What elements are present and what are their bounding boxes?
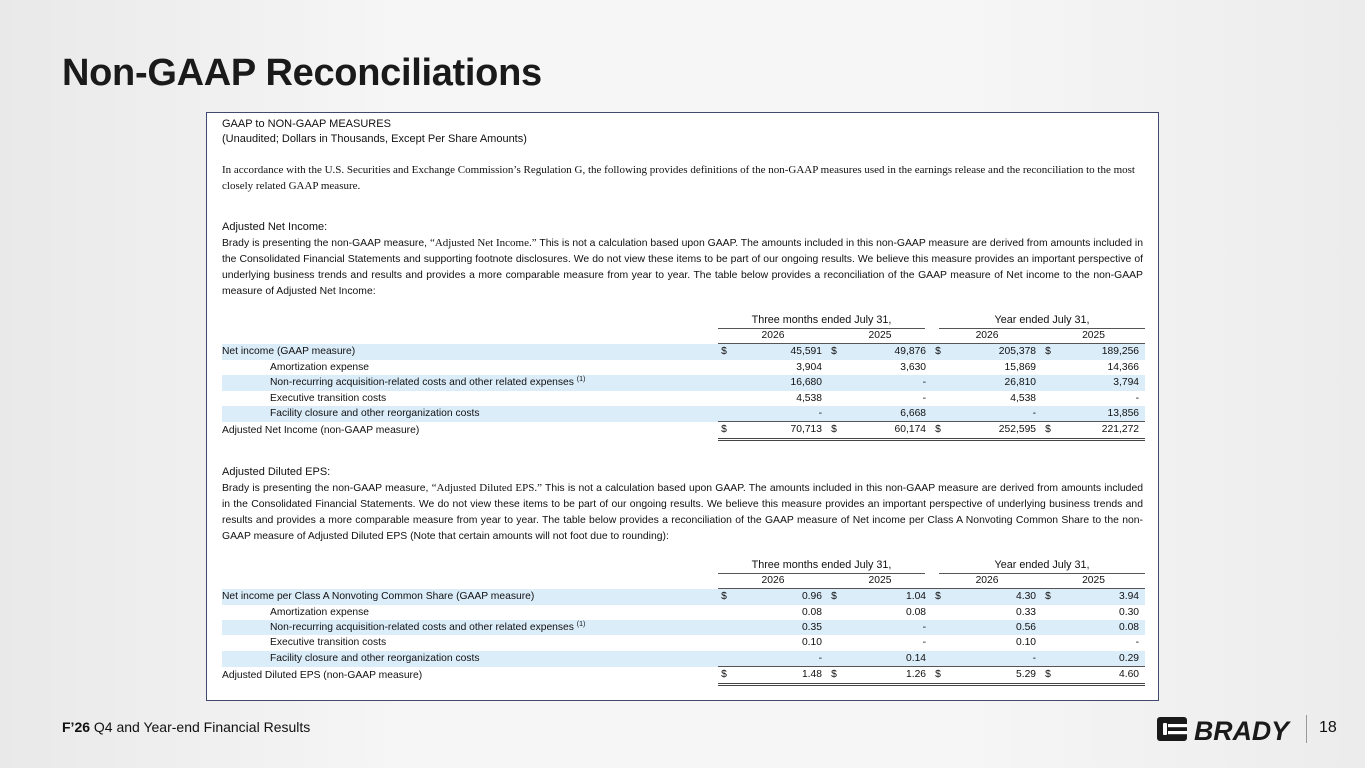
row-value: 0.33 [1015,606,1037,618]
row-label [222,589,718,605]
currency-symbol [1042,605,1054,620]
table-row [222,360,1145,375]
currency-symbol: $ [828,589,840,605]
row-value: 0.29 [1054,651,1145,667]
row-value: 13,856 [1054,406,1145,422]
table-row [222,635,1145,650]
row-value: 15,869 [1004,361,1037,373]
row-value: 0.35 [730,620,828,635]
group-header-three-months: Three months ended July 31, [718,558,932,574]
row-label-text: Executive transition costs [270,392,387,404]
currency-symbol [718,620,730,635]
year-header: 2026 [932,574,1042,589]
row-label [222,651,718,667]
year-header: 2026 [718,329,828,344]
row-label-text: Non-recurring acquisition-related costs and other related expenses [270,622,577,634]
row-value: - [840,375,932,390]
currency-symbol [828,635,840,650]
currency-symbol [718,406,730,422]
year-header: 2025 [828,574,932,589]
brady-logo [1156,714,1292,744]
eps-table-body [222,558,1145,684]
currency-symbol [1042,406,1054,422]
row-value: 26,810 [944,375,1042,390]
row-label-text: Facility closure and other reorganization costs [270,653,480,665]
row-label [222,391,718,406]
row-value: 60,174 [840,422,932,439]
currency-symbol: $ [1042,422,1054,439]
currency-symbol [932,635,944,650]
row-value: 6,668 [840,406,932,422]
table-year-header-row [222,574,1145,589]
panel-heading: GAAP to NON-GAAP MEASURES [222,118,391,130]
currency-symbol [828,605,840,620]
panel-subheading: (Unaudited; Dollars in Thousands, Except Per Share Amounts) [222,133,527,145]
row-value: 252,595 [944,422,1042,439]
currency-symbol [718,391,730,406]
row-value: - [1135,392,1140,404]
row-value: - [944,406,1042,422]
row-value: - [730,406,828,422]
table-header-spacer [222,329,718,344]
currency-symbol [828,406,840,422]
table-row [222,375,1145,390]
row-value: - [944,651,1042,667]
currency-symbol: $ [828,667,840,684]
currency-symbol [932,605,944,620]
row-value: 3,630 [900,361,927,373]
row-label-text: Adjusted Net Income (non-GAAP measure) [222,424,420,436]
row-value: 1.04 [840,589,932,605]
currency-symbol [828,375,840,390]
currency-symbol: $ [1042,667,1054,684]
row-label [222,406,718,422]
table-row [222,589,1145,605]
row-value: 4.60 [1054,667,1145,684]
row-value: 0.08 [801,606,822,618]
group-header-year: Year ended July 31, [932,313,1145,329]
currency-symbol [1042,651,1054,667]
footer-caption: F’26 Q4 and Year-end Financial Results [62,719,311,735]
row-value: 221,272 [1054,422,1145,439]
table-total-row [222,422,1145,439]
table-header-spacer [222,313,718,329]
currency-symbol [1042,620,1054,635]
row-value: - [922,637,927,649]
table-group-header-row [222,558,1145,574]
currency-symbol: $ [1042,344,1054,360]
eps-section-title: Adjusted Diluted EPS: [222,465,331,478]
currency-symbol [718,635,730,650]
reconciliation-panel [206,112,1159,701]
currency-symbol: $ [718,667,730,684]
row-label [222,605,718,620]
row-value: 189,256 [1054,344,1145,360]
currency-symbol [932,391,944,406]
regulation-text: In accordance with the U.S. Securities and Exchange Commission’s Regulation G, the following provides definitions of the non-GAAP measures used in the earnings release and the reconciliation to the most closely related GAAP measure. [222,164,1135,192]
row-value: 0.08 [905,606,927,618]
year-header: 2025 [828,329,932,344]
row-value: 5.29 [944,667,1042,684]
row-value: 0.96 [730,589,828,605]
table-total-row [222,667,1145,684]
currency-symbol: $ [828,344,840,360]
year-header: 2026 [932,329,1042,344]
table-row [222,406,1145,422]
group-header-three-months: Three months ended July 31, [718,313,932,329]
currency-symbol [828,391,840,406]
currency-symbol [718,605,730,620]
row-label-text: Adjusted Diluted EPS (non-GAAP measure) [222,669,423,681]
row-value: 0.10 [801,637,822,649]
row-value: 4,538 [1010,392,1037,404]
net-income-table [222,313,1145,441]
net-income-section-title: Adjusted Net Income: [222,221,328,233]
net-income-description: Brady is presenting the non-GAAP measure, “Adjusted Net Income.” This is not a calculation based upon GAAP. The amounts included in this non-GAAP measure are derived from amounts included in the Consolidated Financial Statements and supporting footnote disclosures. We do not view these items to be part of our ongoing results. We believe this measure provides an important perspective of underlying business trends and results and provides a more comparable measure from year to year. The table below provides a reconciliation of the GAAP measure of Net income to the non-GAAP measure of Adjusted Net Income: [222,237,1143,297]
currency-symbol [718,360,730,375]
footer-separator [1306,715,1307,743]
year-header: 2025 [1042,574,1145,589]
table-row [222,620,1145,635]
row-label [222,635,718,650]
row-label-text: Amortization expense [270,606,370,618]
row-value: 3,904 [796,361,822,373]
currency-symbol [1042,635,1054,650]
currency-symbol: $ [932,344,944,360]
row-label [222,360,718,375]
table-group-header-row [222,313,1145,329]
currency-symbol [718,651,730,667]
table-header-spacer [222,574,718,589]
net-income-table-body [222,313,1145,439]
table-header-spacer [222,558,718,574]
row-value: 205,378 [944,344,1042,360]
row-label-text: Net income per Class A Nonvoting Common Share (GAAP measure) [222,591,535,602]
currency-symbol [932,406,944,422]
row-value: 16,680 [730,375,828,390]
currency-symbol: $ [718,589,730,605]
currency-symbol [932,360,944,375]
currency-symbol [828,620,840,635]
row-label [222,667,718,684]
footnote-marker: (1) [576,376,586,384]
row-value: 3.94 [1054,589,1145,605]
eps-description: Brady is presenting the non-GAAP measure, “Adjusted Diluted EPS.” This is not a calculation based upon GAAP. The amounts included in this non-GAAP measure are derived from amounts included in the Consolidated Financial Statements. We do not view these items to be part of our ongoing results. We believe this measure provides an important perspective of underlying business trends and results and provides a more comparable measure from year to year. The table below provides a reconciliation of the GAAP measure of Net income per Class A Nonvoting Common Share to the non-GAAP measure of Adjusted Diluted EPS (Note that certain amounts will not foot due to rounding): [222,481,1144,542]
currency-symbol [932,375,944,390]
year-header: 2026 [718,574,828,589]
row-label [222,375,718,390]
row-value: 14,366 [1107,361,1140,373]
currency-symbol [1042,375,1054,390]
row-value: 4.30 [944,589,1042,605]
page-title: Non-GAAP Reconciliations [62,52,542,94]
table-row [222,651,1145,667]
currency-symbol [1042,391,1054,406]
currency-symbol: $ [932,589,944,605]
row-label [222,620,718,635]
row-value: 49,876 [840,344,932,360]
row-label-text: Amortization expense [270,361,370,373]
row-value: - [730,651,828,667]
table-row [222,344,1145,360]
currency-symbol [932,651,944,667]
row-value: 4,538 [796,392,822,404]
currency-symbol: $ [932,422,944,439]
row-label [222,422,718,439]
currency-symbol: $ [718,344,730,360]
row-label-text: Non-recurring acquisition-related costs and other related expenses [270,377,577,389]
group-header-year: Year ended July 31, [932,558,1145,574]
row-value: 3,794 [1054,375,1145,390]
currency-symbol [1042,360,1054,375]
row-value: - [922,392,927,404]
row-value: 45,591 [730,344,828,360]
currency-symbol: $ [932,667,944,684]
row-label-text: Facility closure and other reorganization costs [270,408,480,420]
eps-table [222,558,1145,686]
footnote-marker: (1) [576,621,586,629]
row-value: 1.26 [840,667,932,684]
currency-symbol: $ [718,422,730,439]
row-value: 1.48 [730,667,828,684]
currency-symbol [828,651,840,667]
row-value: 0.10 [1015,637,1037,649]
currency-symbol [828,360,840,375]
currency-symbol: $ [1042,589,1054,605]
currency-symbol: $ [828,422,840,439]
year-header: 2025 [1042,329,1145,344]
row-value: 70,713 [730,422,828,439]
row-value: - [840,620,932,635]
row-value: - [1135,637,1140,649]
table-row [222,605,1145,620]
row-value: 0.08 [1054,620,1145,635]
row-value: 0.14 [840,651,932,667]
currency-symbol [932,620,944,635]
currency-symbol [718,375,730,390]
table-row [222,391,1145,406]
brady-logo-text: BRADY [1194,716,1292,744]
row-value: 0.56 [944,620,1042,635]
row-label [222,344,718,360]
row-value: 0.30 [1118,606,1140,618]
page-number: 18 [1319,719,1337,736]
row-label-text: Executive transition costs [270,637,387,649]
brady-logo-mark [1157,717,1187,741]
row-label-text: Net income (GAAP measure) [222,346,356,358]
table-year-header-row [222,329,1145,344]
